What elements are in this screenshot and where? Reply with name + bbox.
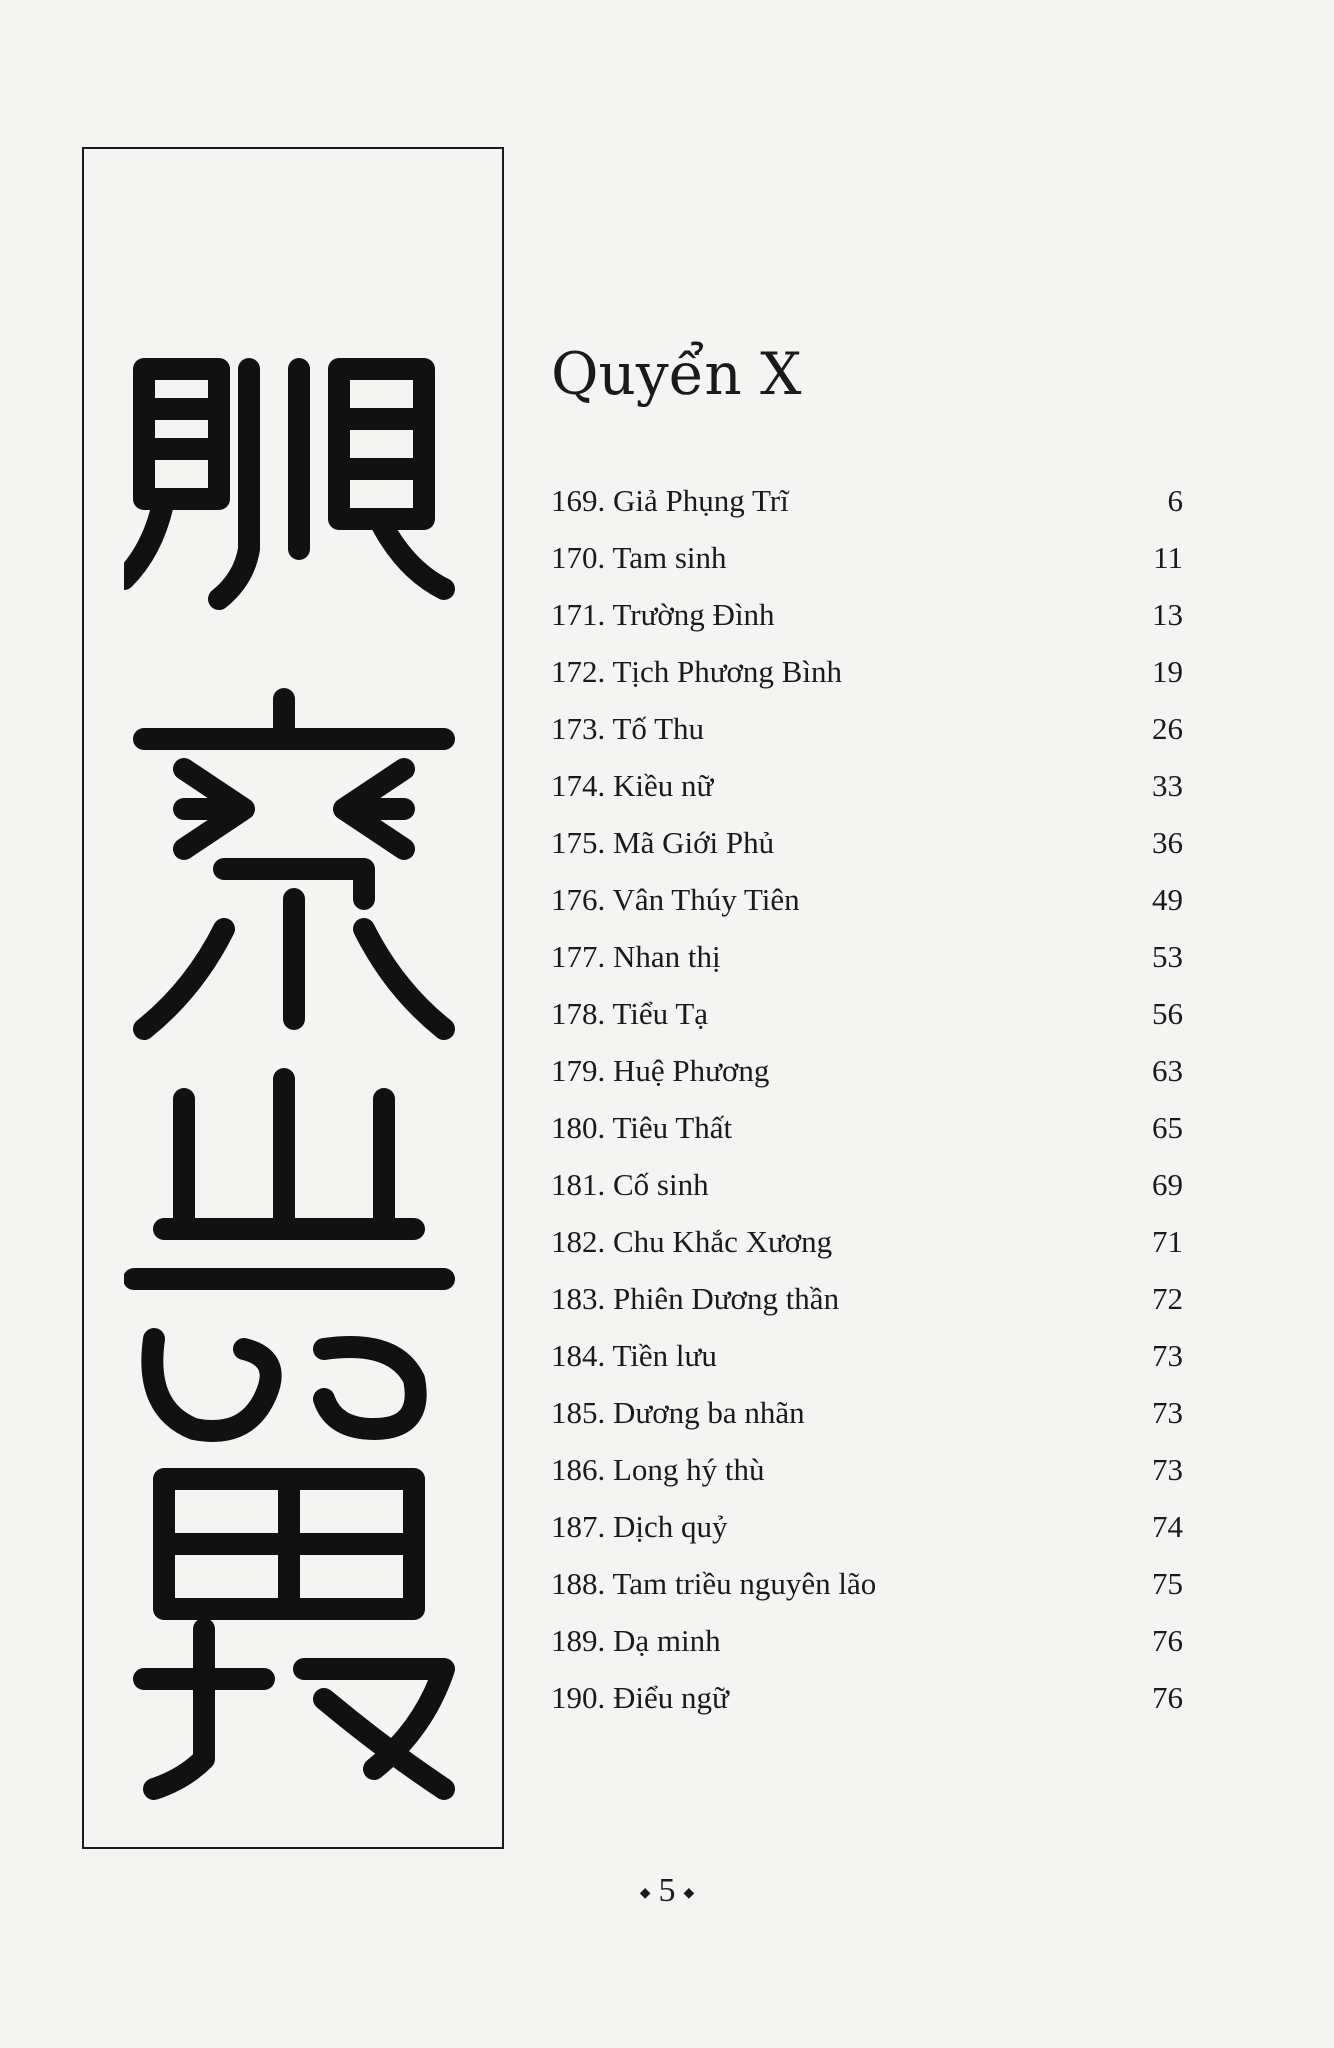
- toc-entry-title: 189. Dạ minh: [551, 1622, 721, 1658]
- toc-entry-page: 49: [1152, 881, 1183, 917]
- toc-entry-page: 73: [1152, 1451, 1183, 1487]
- toc-entry[interactable]: [551, 985, 1183, 1042]
- toc-entry[interactable]: [551, 1270, 1183, 1327]
- toc-entry-page: 26: [1152, 710, 1183, 746]
- toc-entry[interactable]: [551, 1612, 1183, 1669]
- toc-entry-page: 73: [1152, 1337, 1183, 1373]
- table-of-contents: [551, 472, 1183, 1726]
- toc-entry-title: 173. Tố Thu: [551, 710, 705, 746]
- volume-title: Quyển X: [551, 340, 802, 408]
- toc-entry-page: 11: [1153, 539, 1183, 575]
- toc-entry-title: 171. Trường Đình: [551, 596, 775, 632]
- toc-entry-page: 74: [1152, 1508, 1183, 1544]
- toc-entry[interactable]: [551, 871, 1183, 928]
- toc-entry-page: 19: [1152, 653, 1183, 689]
- toc-entry[interactable]: [551, 1441, 1183, 1498]
- seal-character-1: [124, 369, 444, 599]
- toc-entry-title: 172. Tịch Phương Bình: [551, 653, 842, 689]
- toc-entry-title: 186. Long hý thù: [551, 1451, 765, 1487]
- toc-entry[interactable]: [551, 928, 1183, 985]
- seal-character-4: [144, 1479, 444, 1789]
- toc-entry-page: 63: [1152, 1052, 1183, 1088]
- toc-entry-title: 177. Nhan thị: [551, 938, 721, 974]
- toc-entry[interactable]: [551, 1669, 1183, 1726]
- toc-entry[interactable]: [551, 586, 1183, 643]
- toc-entry-page: 65: [1152, 1109, 1183, 1145]
- toc-entry-page: 72: [1152, 1280, 1183, 1316]
- toc-entry-title: 174. Kiều nữ: [551, 767, 714, 803]
- bullet-icon: ◆: [683, 1885, 695, 1901]
- toc-entry-page: 56: [1152, 995, 1183, 1031]
- toc-entry[interactable]: [551, 1498, 1183, 1555]
- page-footer: [0, 1872, 1334, 1910]
- toc-entry-page: 69: [1152, 1166, 1183, 1202]
- toc-entry[interactable]: [551, 1042, 1183, 1099]
- toc-entry-title: 179. Huệ Phương: [551, 1052, 770, 1088]
- toc-entry-page: 75: [1152, 1565, 1183, 1601]
- toc-entry[interactable]: [551, 700, 1183, 757]
- toc-entry[interactable]: [551, 472, 1183, 529]
- toc-entry[interactable]: [551, 1327, 1183, 1384]
- seal-script-banner: [82, 147, 504, 1849]
- toc-entry[interactable]: [551, 643, 1183, 700]
- toc-entry-page: 73: [1152, 1394, 1183, 1430]
- toc-entry-page: 13: [1152, 596, 1183, 632]
- toc-entry[interactable]: [551, 1384, 1183, 1441]
- toc-entry-page: 36: [1152, 824, 1183, 860]
- toc-entry-title: 176. Vân Thúy Tiên: [551, 881, 800, 917]
- seal-script-calligraphy: [124, 349, 464, 1809]
- toc-entry[interactable]: [551, 1555, 1183, 1612]
- toc-entry-page: 76: [1152, 1679, 1183, 1715]
- toc-entry-page: 33: [1152, 767, 1183, 803]
- toc-entry-page: 71: [1152, 1223, 1183, 1259]
- toc-entry-title: 190. Điểu ngữ: [551, 1679, 729, 1715]
- toc-entry[interactable]: [551, 1099, 1183, 1156]
- toc-entry-title: 180. Tiêu Thất: [551, 1109, 733, 1145]
- bullet-icon: ◆: [639, 1885, 651, 1901]
- seal-character-2: [144, 699, 444, 1029]
- toc-entry-page: 6: [1167, 482, 1183, 518]
- toc-entry-title: 182. Chu Khắc Xương: [551, 1223, 833, 1259]
- toc-entry-page: 76: [1152, 1622, 1183, 1658]
- toc-entry-title: 170. Tam sinh: [551, 539, 727, 575]
- toc-entry-title: 175. Mã Giới Phủ: [551, 824, 775, 860]
- toc-entry[interactable]: [551, 814, 1183, 871]
- toc-entry-title: 184. Tiền lưu: [551, 1337, 717, 1373]
- toc-entry[interactable]: [551, 1213, 1183, 1270]
- toc-entry-title: 188. Tam triều nguyên lão: [551, 1565, 877, 1601]
- page-number: 5: [658, 1872, 676, 1909]
- toc-entry[interactable]: [551, 1156, 1183, 1213]
- toc-entry-title: 183. Phiên Dương thần: [551, 1280, 840, 1316]
- toc-entry-title: 169. Giả Phụng Trĩ: [551, 482, 789, 518]
- toc-entry-title: 181. Cố sinh: [551, 1166, 709, 1202]
- toc-entry[interactable]: [551, 757, 1183, 814]
- toc-entry-title: 187. Dịch quỷ: [551, 1508, 728, 1544]
- toc-entry-page: 53: [1152, 938, 1183, 974]
- toc-entry-title: 185. Dương ba nhãn: [551, 1394, 805, 1430]
- toc-entry[interactable]: [551, 529, 1183, 586]
- toc-entry-title: 178. Tiểu Tạ: [551, 995, 709, 1031]
- seal-character-3: [134, 1079, 444, 1431]
